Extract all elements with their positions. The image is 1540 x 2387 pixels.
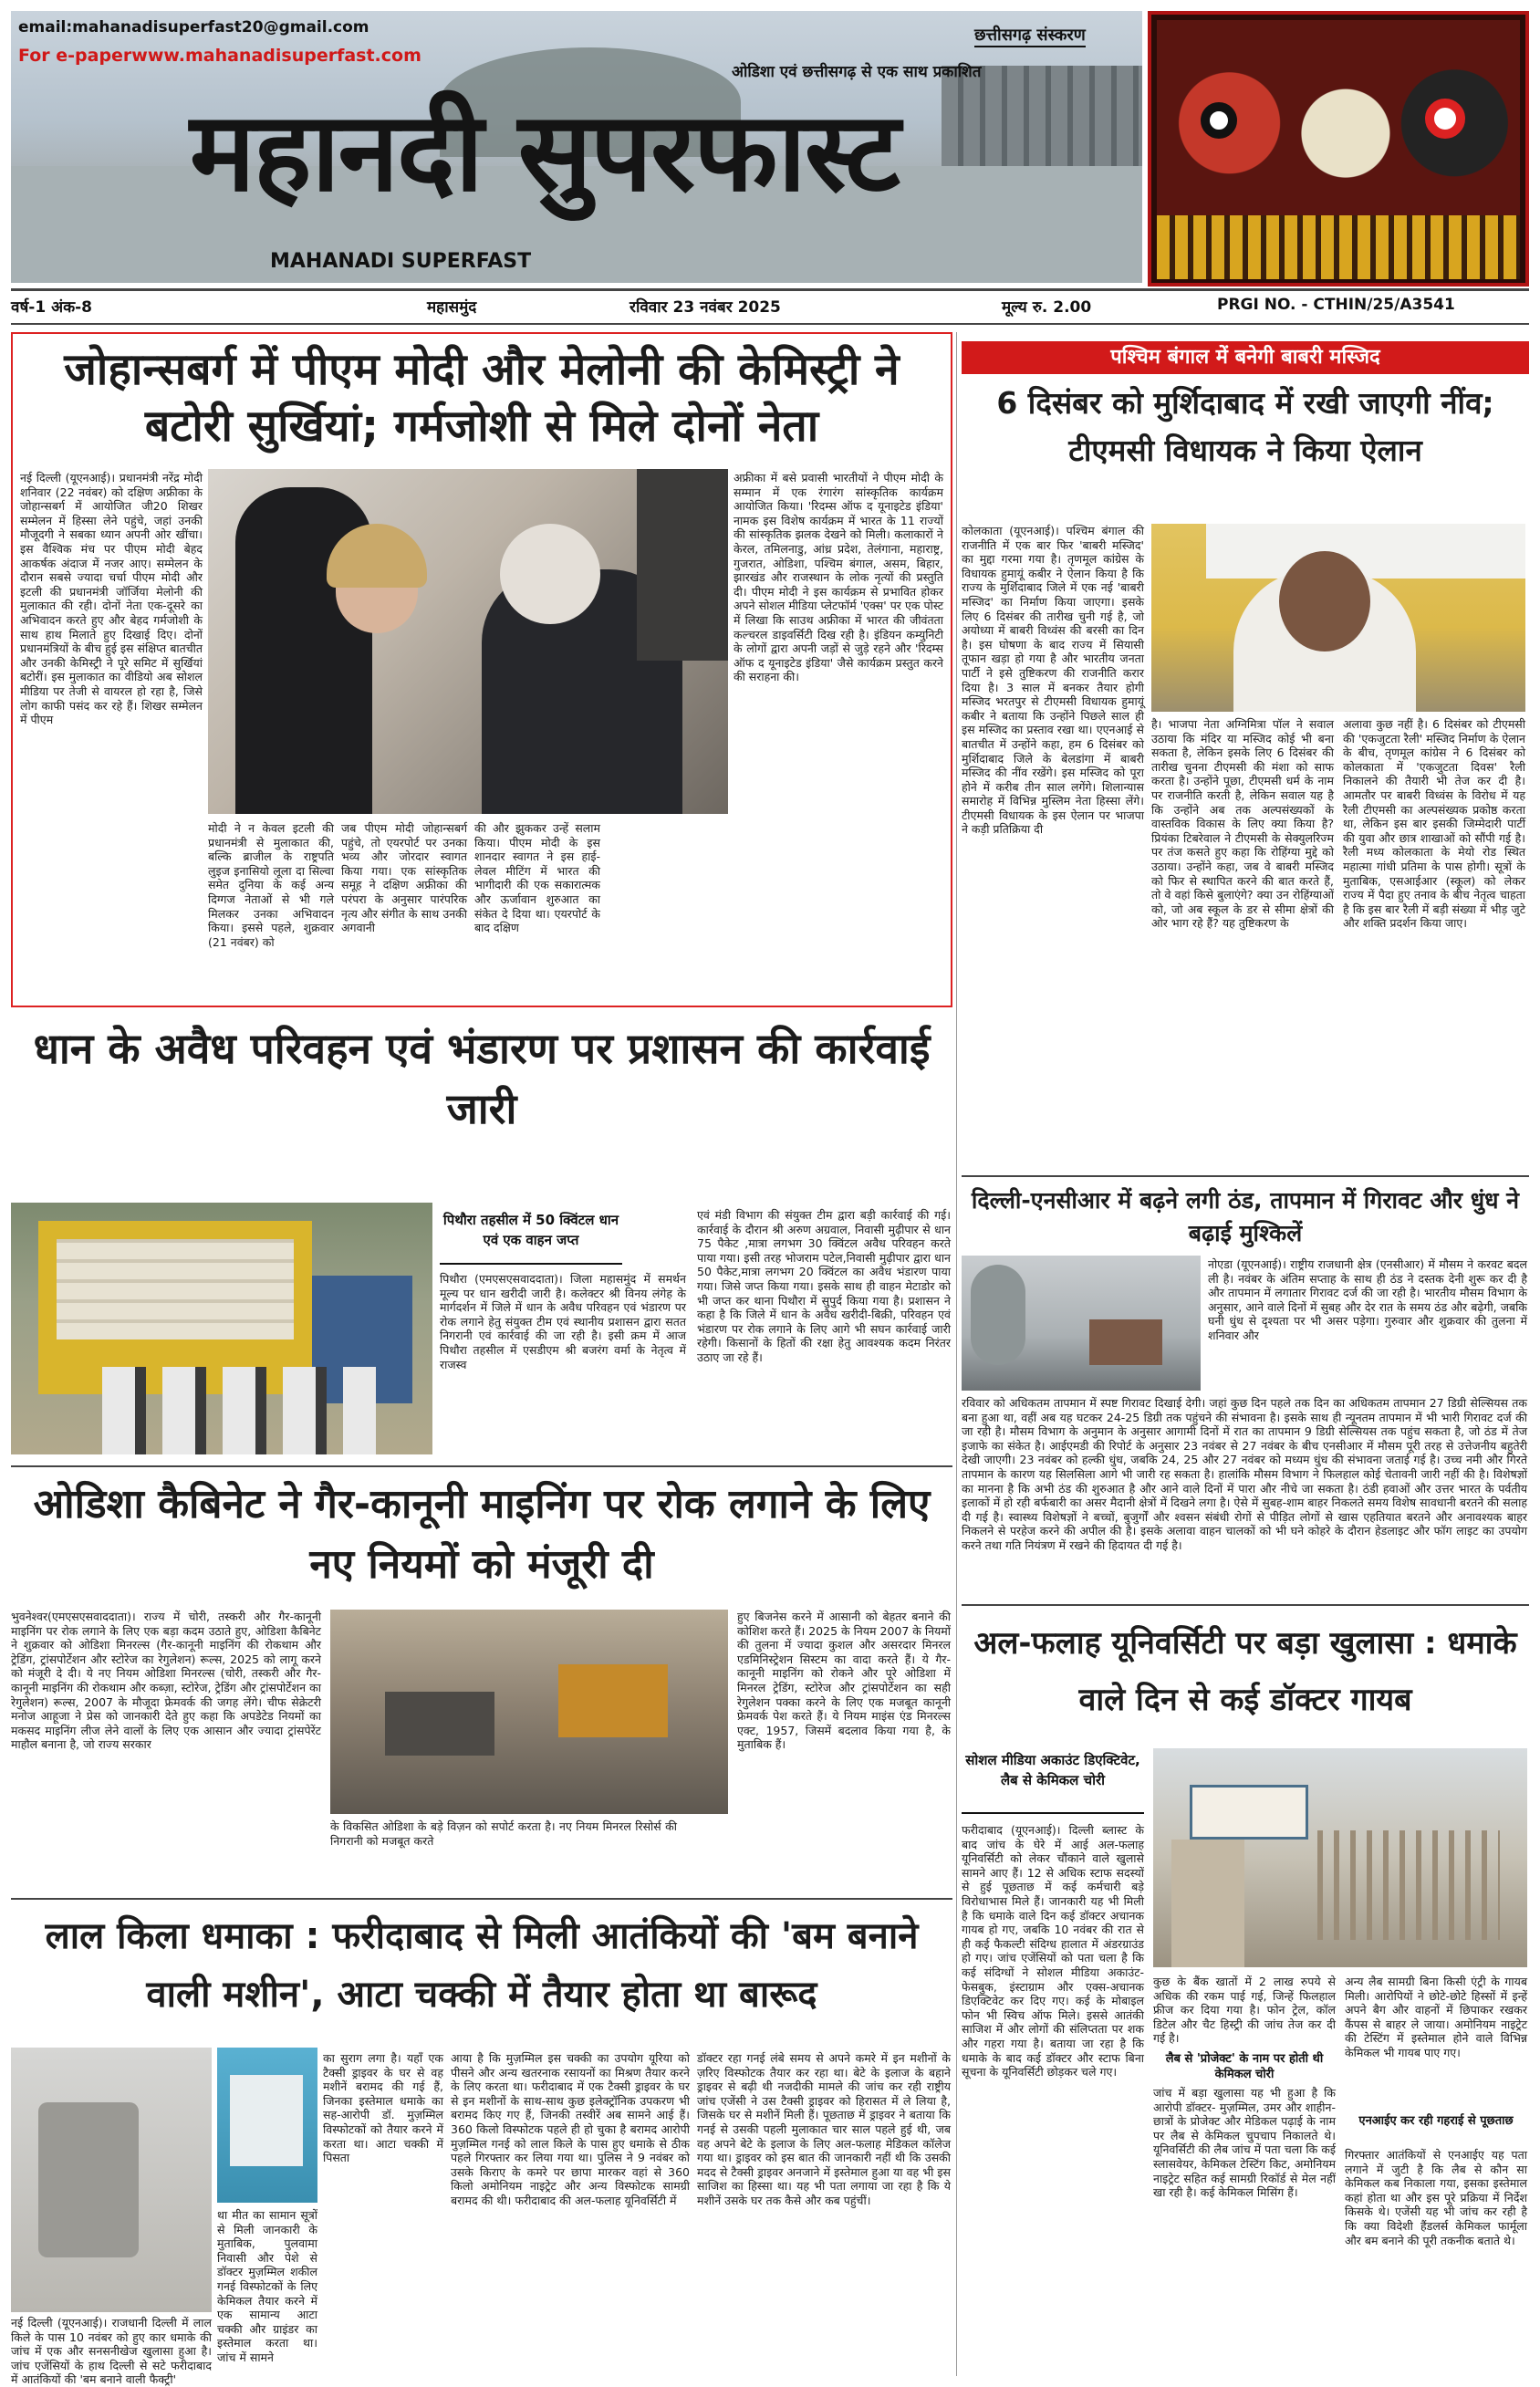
story-odisha-mining — [11, 1473, 952, 1894]
story-column: कुछ के बैंक खातों में 2 लाख रुपये से अधिक की रकम पाई गई, जिन्हें फिलहाल फ्रीज कर दिया गया है। फोन ट्रेल, कॉल डिटेल और चैट हिस्ट्री की जांच तेज कर दी गई है। — [1153, 1975, 1336, 2046]
deity-eye — [1201, 102, 1237, 139]
deity-eye — [1425, 99, 1465, 139]
story-column: अन्य लैब सामग्री बिना किसी एंट्री के गायब मिली। आरोपियों ने छोटे-छोटे हिस्सों में इन्हें अपने बैग और वाहनों में छिपाकर रखकर कैंपस से बाहर ले जाया। अमोनियम नाइट्रेट की टेस्टिंग में इस्तेमाल होने वाले विभिन्न केमिकल भी गायब पाए गए। — [1345, 1975, 1527, 2059]
story-column: एवं मंडी विभाग की संयुक्त टीम द्वारा बड़ी कार्रवाई की गई। कार्रवाई के दौरान श्री अरुण अग्रवाल, निवासी मुढ़ीपार से धान 75 पैकेट ,मात्रा लगभग 30 क्विंटल अवैध परिवहन करते पाया गया। इसी तरह भोजराम पटेल,निवासी मुढ़ीपार द्वारा धान 50 पैकेट,मात्रा लगभग 20 क्विंटल का अवैध भंडारण पाया गया। जिसे जप्त किया गया। इसके साथ ही वाहन मेटाडोर को भी जप्त कर थाना पिथौरा में सुपुर्द किया गया है। प्रशासन ने कहा है कि जिले में धान के अवैध खरीदी-बिक्री, परिवहन एवं भंडारण पर रोक लगाने के लिए आगे भी सघन कार्रवाई जारी रहेगी। किसानों के हितों की रक्षा हेतु आवश्यक कदम निरंतर उठाए जा रहे हैं। — [697, 1208, 951, 1364]
epaper-line: For e-paperwww.mahanadisuperfast.com — [18, 46, 421, 66]
story-column: हुए बिजनेस करने में आसानी को बेहतर बनाने की कोशिश करते हैं। 2025 के नियम 2007 के नियमों की तुलना में ज्यादा कुशल और असरदार मिनरल एडमिनिस्ट्रेशन सिस्टम का वादा करते हैं। ये गैर-कानूनी माइनिंग को रोकने और पूरे ओडिशा में मिनरल ट्रेडिंग, स्टोरेज और ट्रांसपोर्टेशन का सही रेगुलेशन पक्का करने के लिए एक मजबूत कानूनी फ्रेमवर्क पेश करते हैं। ये नियम माइंस एंड मिनरल्स एक्ट, 1957, जिसमें बदलाव किया गया है, के मुताबिक हैं। — [737, 1610, 951, 1752]
story-column: नई दिल्ली (यूएनआई)। प्रधानमंत्री नरेंद्र मोदी शनिवार (22 नवंबर) को दक्षिण अफ्रीका के जोहान्सबर्ग में आयोजित जी20 शिखर सम्मेलन में हिस्सा लेने पहुंचे, जहां उनकी मौजूदगी ने सबका ध्यान अपनी ओर खींचा। इस वैश्विक मंच पर पीएम मोदी बेहद आकर्षक अंदाज में नजर आए। सम्मेलन के दौरान सबसे ज्यादा चर्चा पीएम मोदी और इटली की प्रधानमंत्री जॉर्जिया मेलोनी की मुलाकात की रही। दोनों नेता एक-दूसरे का अभिवादन करते हुए और बेहद गर्मजोशी के साथ हाथ मिलाते हुए दिखाई दिए। दोनों प्रधानमंत्रियों के बीच हुई इस संक्षिप्त बातचीत और उनकी केमिस्ट्री ने पूरे समिट में सुर्खियां बटोरीं। इस मुलाकात का वीडियो अब सोशल मीडिया पर तेजी से वायरल हो रहा है, जिसे लोग काफी पसंद कर रहे हैं। शिखर सम्मेलन में पीएम — [20, 471, 203, 727]
story-column: जांच में बड़ा खुलासा यह भी हुआ है कि आरोपी डॉक्टर- मुज़म्मिल, उमर और शाहीन- छात्रों के प्रोजेक्ट और मेडिकल पढ़ाई के नाम पर लैब से केमिकल चुपचाप निकालते थे। यूनिवर्सिटी की लैब जांच में पता चला कि कई स्लासवेयर, केमिकल टेस्टिंग किट, अमोनियम नाइट्रेट सहित कई सामग्री रिकॉर्ड से मेल नहीं खा रही है। कई केमिकल मिसिंग हैं। — [1153, 2086, 1336, 2200]
dateline-date: रविवार 23 नवंबर 2025 — [630, 298, 781, 317]
newspaper-title-en: MAHANADI SUPERFAST — [270, 250, 532, 273]
mla-photo — [1151, 524, 1525, 712]
newspaper-title: महानदी सुपरफास्ट — [190, 89, 899, 216]
story-column-wide: रविवार को अधिकतम तापमान में स्पष्ट गिरावट दिखाई देगी। जहां कुछ दिन पहले तक दिन का अधिकतम तापमान 27 डिग्री सेल्सियस तक बना हुआ था, वहीं अब यह घटकर 24-25 डिग्री तक पहुंचने की संभावना है। इसके साथ ही न्यूनतम तापमान में भी भारी गिरावट दर्ज की जा रही है। मौसम विभाग के अनुमान के अनुसार आगामी दिनों में रात का तापमान 9 डिग्री सेल्सियस तक पहुंच सकता है, जो ठंड में तेज इजाफे का संकेत है। आईएमडी की रिपोर्ट के अनुसार 23 नवंबर से 27 नवंबर के बीच एनसीआर में मौसम पूरी तरह से उत्तेजनीय बहुतेरी देखी जाएगी। 23 नवंबर को हल्की धुंध, जबकि 24, 25 और 27 नवंबर को मध्यम धुंध की संभावना जताई गई है। उच्च नमी और गिरते तापमान के कारण यह सिलसिला आगे भी जारी रह सकता है। हालांकि मौसम विभाग ने फिलहाल कोई चेतावनी जारी नहीं की है। विशेषज्ञों का मानना है कि अभी ठंड की शुरुआत है और आने वाले दिनों में पारा और नीचे जा सकता है। ठंडी हवाओं और उत्तर भारत के पर्वतीय इलाकों में हो रही बर्फबारी का असर मैदानी क्षेत्रों में दिखने लगा है। ऐसे में सुबह-शाम बाहर निकलते समय विशेष सावधानी बरतने की सलाह दी गई है। स्वास्थ्य विशेषज्ञों ने बच्चों, बुजुर्गों और श्वसन संबंधी रोगों से पीड़ित लोगों से खास एहतियात बरतने और अनावश्यक बाहर निकलने से परहेज करने की अपील की है। इसके अलावा वाहन चालकों को भी घने कोहरे के दौरान हेडलाइट और फॉग लाइट का उपयोग करने तथा गति नियंत्रण में रखने की हिदायत दी गई है। — [962, 1396, 1527, 1552]
box-subhead: एनआईए कर रही गहराई से पूछताछ — [1358, 2114, 1514, 2128]
fog-bus — [1089, 1319, 1162, 1365]
section-divider — [11, 1465, 952, 1467]
story-paddy-action — [11, 1015, 952, 1460]
story-babri-masjid — [962, 332, 1529, 1172]
story-column: आया है कि मुज़म्मिल इस चक्की का उपयोग यूरिया को पीसने और अन्य खतरनाक रसायनों का मिश्रण तैयार करने के लिए करता था। फरीदाबाद में एक टैक्सी ड्राइवर के घर से इन मशीनों के साथ-साथ कुछ इलेक्ट्रॉनिक उपकरण भी बरामद किए गए हैं, जिनकी तस्वीरें अब सामने आई हैं। 360 किलो विस्फोटक पहले ही हो चुका है बरामद आरोपी मुज़म्मिल गनई को लाल किले के पास हुए धमाके से ठीक पहले गिरफ्तार कर लिया गया था। पुलिस ने 9 नवंबर को उसके किराए के कमरे पर छापा मारकर वहां से 360 किलो अमोनियम नाइट्रेट और अन्य विस्फोटक सामग्री बरामद की थी। फरीदाबाद की अल-फलाह यूनिवर्सिटी में — [451, 2051, 690, 2207]
mla-photo-head — [1279, 551, 1370, 651]
infobar — [11, 294, 1529, 319]
modi-meloni-photo — [208, 469, 728, 814]
volume-issue: वर्ष-1 अंक-8 — [11, 298, 93, 317]
headline: दिल्ली-एनसीआर में बढ़ने लगी ठंड, तापमान में गिरावट और धुंध ने बढ़ाई मुश्किलें — [971, 1187, 1520, 1246]
price: मूल्य रु. 2.00 — [1002, 298, 1092, 317]
story-column: का सुराग लगा है। यहाँ एक टैक्सी ड्राइवर के घर से वह मशीनें बरामद की गई हैं, जिनका इस्तेमाल धमाके का सह-आरोपी डॉ. मुज़म्मिल विस्फोटकों को तैयार करने में करता था। आटा चक्की में पिसता — [323, 2051, 443, 2165]
story-column: है। भाजपा नेता अग्निमित्रा पॉल ने सवाल उठाया कि मंदिर या मस्जिद कोई भी बना सकता है, लेकिन इसके लिए 6 दिसंबर की तारीख चुनना टीएमसी की मंशा को साफ करता है। उन्होंने पूछा, टीएमसी धर्म के नाम पर राजनीति करती है, लेकिन सवाल यह है कि उन्होंने अब तक अल्पसंख्यकों के वास्तविक विकास के लिए क्या किया है? प्रियंका टिबरेवाल ने टीएमसी के सेक्युलरिज्म पर तंज कसते हुए कहा कि रोहिंग्या मुद्दे को उठाया। उन्होंने कहा, जब वे बाबरी मस्जिद को फिर से स्थापित करने की बात करते हैं, तो वे वहां किसे बुलाएंगे? क्या उन रोहिंग्याओं को, जो अब स्कूल के डर से सीमा क्षेत्रों की ओर भाग रहे हैं? यह तुष्टिकरण के — [1151, 717, 1334, 931]
prgi-number: PRGI NO. - CTHIN/25/A3541 — [1217, 296, 1455, 314]
section-divider — [962, 1604, 1529, 1606]
story-column: गिरफ्तार आतंकियों से एनआईए यह पता लगाने में जुटी है कि लैब से कौन सा केमिकल कब निकाला गया, इसका इस्तेमाल कहां होता था और इस पूरे प्रक्रिया में निर्देश किसके थे। एजेंसी यह भी जांच कर रही है कि क्या विदेशी हैंडलर्स केमिकल फार्मूला और बम बनाने की पूरी तकनीक बताते थे। — [1345, 2148, 1527, 2247]
edition-label: छत्तीसगढ़ संस्करण — [974, 24, 1086, 47]
headline: लाल किला धमाका : फरीदाबाद से मिली आतंकियों की 'बम बनाने वाली मशीन', आटा चक्की में तैयार होता था बारूद — [45, 1915, 919, 2016]
gate-bars — [1317, 1830, 1500, 1940]
story-column: मोदी ने न केवल इटली की प्रधानमंत्री से मुलाकात की, बल्कि ब्राजील के राष्ट्रपति लुइज इनासियो लूला दा सिल्वा समेत दुनिया के कई अन्य दिग्गज नेताओं से भी गले मिलकर उनका अभिवादन किया। इससे पहले, शुक्रवार (21 नवंबर) को — [208, 821, 334, 949]
subhead-box: सोशल मीडिया अकाउंट डिएक्टिवेट, लैब से केमिकल चोरी — [962, 1750, 1144, 1814]
infobar-top-rule — [11, 288, 1529, 291]
email-line: email:mahanadisuperfast20@gmail.com — [18, 18, 369, 36]
story-column: था मीत का सामान सूत्रों से मिली जानकारी के मुताबिक, पुलवामा निवासी और पेशे से डॉक्टर मुज़म्मिल शकील गनई विस्फोटकों के लिए केमिकल तैयार करने में एक सामान्य आटा चक्की और ग्राइंडर का इस्तेमाल करता था। जांच में सामने — [217, 2208, 317, 2364]
story-red-fort-blast — [11, 1905, 952, 2387]
subhead-box: पिथौरा तहसील में 50 क्विंटल धान एवं एक वाहन जप्त — [440, 1204, 622, 1265]
paddy-truck-photo — [11, 1203, 432, 1454]
story-column: कोलकाता (यूएनआई)। पश्चिम बंगाल की राजनीति में एक बार फिर 'बाबरी मस्जिद' का मुद्दा गरमा गया है। तृणमूल कांग्रेस के विधायक हुमायूं कबीर ने ऐलान किया है कि राज्य के मुर्शिदाबाद जिले में एक नई 'बाबरी मस्जिद' का निर्माण किया जाएगा। इसके लिए 6 दिसंबर की तारीख चुनी गई है, जो अयोध्या में बाबरी विध्वंस की बरसी का दिन है। इस घोषणा के बाद राज्य में सियासी तूफान खड़ा हो गया है और भारतीय जनता पार्टी ने इसे तुष्टिकरण की राजनीति करार दिया है। 3 साल में बनकर तैयार होगी मस्जिद भरतपुर से टीएमसी विधायक हुमायूं कबीर ने बताया कि उन्होंने पिछले साल ही इस मस्जिद का प्रस्ताव रखा था। एएनआई से बातचीत में उन्होंने कहा, हम 6 दिसंबर को मुर्शिदाबाद जिले के बेलडांगा में बाबरी मस्जिद की नींव रखेंगे। इस मस्जिद को पूरा होने में करीब तीन साल लगेंगे। शिलान्यास समारोह में विभिन्न मुस्लिम नेता हिस्सा लेंगे। टीएमसी विधायक के इस ऐलान पर भाजपा ने कड़ी प्रतिक्रिया दी — [962, 524, 1144, 837]
story-column: अफ्रीका में बसे प्रवासी भारतीयों ने पीएम मोदी के सम्मान में एक रंगारंग सांस्कृतिक कार्यक्रम आयोजित किया। 'रिदम्स ऑफ द यूनाइटेड इंडिया' नामक इस विशेष कार्यक्रम में भारत के 11 राज्यों की सांस्कृतिक झलक देखने को मिली। कलाकारों ने केरल, तमिलनाडु, आंध्र प्रदेश, तेलंगाना, महाराष्ट्र, गुजरात, ओडिशा, पश्चिम बंगाल, असम, बिहार, झारखंड और राजस्थान के लोक नृत्यों की प्रस्तुति दी। पीएम मोदी ने इस कार्यक्रम से प्रभावित होकर अपने सोशल मीडिया प्लेटफॉर्म 'एक्स' पर एक पोस्ट में लिखा कि साउथ अफ्रीका में भारत की जीवंतता कल्चरल डाइवर्सिटी दिख रही है। इंडियन कम्युनिटी के लोगों द्वारा अपनी जड़ों से जुड़े रहने और 'रिदम्स ऑफ द यूनाइटेड इंडिया' जैसे कार्यक्रम प्रस्तुत करने की सराहना की। — [734, 471, 943, 684]
column-rule — [956, 332, 957, 2376]
story-modi-meloni — [11, 332, 952, 1007]
grinder-machine-photo-2 — [217, 2048, 317, 2203]
mla-photo-banner — [1206, 524, 1525, 579]
infobar-bottom-rule — [11, 323, 1529, 325]
story-column: पिथौरा (एमएसएसवाददाता)। जिला महासमुंद में समर्थन मूल्य पर धान खरीदी जारी है। कलेक्टर श्री विनय लंगेह के मार्गदर्शन में जिले में धान के अवैध परिवहन एवं भंडारण पर रोक लगाने हेतु संयुक्त टीम एवं स्थानीय प्रशासन द्वारा सतत निगरानी एवं कार्रवाई की जा रही है। इसी क्रम में आज पिथौरा तहसील में एसडीएम श्री बजरंग वर्मा के नेतृत्व में राजस्व — [440, 1272, 686, 1371]
truck-load — [57, 1239, 294, 1339]
headline: अल-फलाह यूनिवर्सिटी पर बड़ा खुलासा : धमाके वाले दिन से कई डॉक्टर गायब — [973, 1625, 1517, 1718]
story-al-falah — [962, 1611, 1529, 2378]
masthead-deity-image — [1148, 11, 1529, 287]
story-column: नई दिल्ली (यूएनआई)। राजधानी दिल्ली में लाल किले के पास 10 नवंबर को हुए कार धमाके की जांच में एक और सनसनीखेज खुलासा हुआ है। जांच एजेंसियों के हाथ दिल्ली से सटे फरीदाबाद में आतंकियों की 'बम बनाने वाली फैक्ट्री' — [11, 2316, 212, 2387]
story-delhi-cold — [962, 1181, 1529, 1599]
story-column: डॉक्टर रहा गनई लंबे समय से अपने कमरे में इन मशीनों के ज़रिए विस्फोटक तैयार कर रहा था। बेटे के इलाज के बहाने ड्राइवर से बढ़ी थी नजदीकी मामले की जांच कर रही राष्ट्रीय जांच एजेंसी ने उस टैक्सी ड्राइवर को हिरासत में ले लिया है, जिसके घर से मशीनें मिली हैं। पूछताछ में ड्राइवर ने बताया कि गनई से उसकी पहली मुलाकात चार साल पहले हुई थी, जब वह अपने बेटे के इलाज के लिए अल-फलाह मेडिकल कॉलेज गया था। ड्राइवर को इस बात की जानकारी नहीं थी कि उसकी मदद से टैक्सी ड्राइवर अनजाने में इस्तेमाल हुआ या वह भी इस साजिश का हिस्सा था। यह भी पता लगाया जा रहा है कि ये मशीनें उसके घर तक कैसे और कब पहुंचीं। — [697, 2051, 951, 2207]
story-column: नोएडा (यूएनआई)। राष्ट्रीय राजधानी क्षेत्र (एनसीआर) में मौसम ने करवट बदल ली है। नवंबर के अंतिम सप्ताह के साथ ही ठंड ने दस्तक देनी शुरू कर दी है और तापमान में लगातार गिरावट दर्ज की जा रही है। भारतीय मौसम विभाग के अनुसार, आने वाले दिनों में सुबह और देर रात के समय ठंड और बढ़ेगी, जबकि घनी धुंध से दृश्यता पर भी असर पड़ेगा। गुरुवार और शुक्रवार की तुलना में शनिवार और — [1208, 1257, 1527, 1342]
headline: जोहान्सबर्ग में पीएम मोदी और मेलोनी की केमिस्ट्री ने बटोरी सुर्खियां; गर्मजोशी से मिले दोनों नेता — [64, 344, 900, 452]
deity-base — [1157, 215, 1520, 279]
photo-figure-head-right — [500, 524, 600, 624]
dateline-city: महासमुंद — [427, 298, 477, 317]
story-column: फरीदाबाद (यूएनआई)। दिल्ली ब्लास्ट के बाद जांच के घेरे में आई अल-फलाह यूनिवर्सिटी को लेकर चौंकाने वाले खुलासे सामने आए हैं। 12 से अधिक स्टाफ सदस्यों से हुई पूछताछ में कई कर्मचारी बड़े विरोधाभास मिले हैं। जानकारी यह भी मिली है कि धमाके वाले दिन कई डॉक्टर अचानक गायब हो गए, जबकि 10 नवंबर की रात से ही कई फैकल्टी संदिग्ध हालात में अंडरग्राउंड हो गए। जांच एजेंसियों को पता चला है कि कई संदिग्धों ने सोशल मीडिया अकाउंट-फेसबुक, इंस्टाग्राम और एक्स-अचानक डिएक्टिवेट कर दिए गए। कई के मोबाइल फोन भी स्विच ऑफ मिले। इससे आतंकी साजिश में और लोगों की संलिप्तता पर शक और गहरा गया है। बताया जा रहा है कि धमाके के बाद कई डॉक्टर और स्टाफ बिना सूचना के यूनिवर्सिटी छोड़कर चले गए। — [962, 1823, 1144, 2080]
headline: 6 दिसंबर को मुर्शिदाबाद में रखी जाएगी नींव; टीएमसी विधायक ने किया ऐलान — [996, 385, 1494, 468]
university-gate-photo — [1153, 1748, 1527, 1967]
photo-caption: के विकसित ओडिशा के बड़े विज़न को सपोर्ट करता है। नए नियम मिनरल रिसोर्स की निगरानी को मजबूत करते — [330, 1819, 677, 1848]
masthead — [11, 11, 1142, 283]
story-column: अलावा कुछ नहीं है। 6 दिसंबर को टीएमसी की 'एकजुटता रैली' मस्जिद निर्माण के ऐलान के बीच, तृणमूल कांग्रेस ने 6 दिसंबर को कोलकाता में 'एकजुटता दिवस' रैली निकालने की तैयारी भी तेज कर दी है। आमतौर पर बाबरी विध्वंस के विरोध में यह रैली टीएमसी का अल्पसंख्यक प्रकोष्ठ करता था, लेकिन इस बार इसकी जिम्मेदारी पार्टी की युवा और छात्र शाखाओं को सौंपी गई है। रैली मध्य कोलकाता के मेयो रोड स्थित महात्मा गांधी प्रतिमा के पास होगी। सूत्रों के मुताबिक, एसआईआर (स्कूल) को लेकर राज्य में पैदा हुए तनाव के बीच नेतृत्व चाहता है कि इस बार रैली में बड़ी संख्या में भीड़ जुटे और शक्ति प्रदर्शन किया जाए। — [1343, 717, 1525, 931]
fog-tree — [971, 1265, 1025, 1365]
headline: ओडिशा कैबिनेट ने गैर-कानूनी माइनिंग पर रोक लगाने के लिए नए नियमों को मंजूरी दी — [33, 1481, 931, 1588]
mine-truck — [385, 1692, 494, 1756]
headline: धान के अवैध परिवहन एवं भंडारण पर प्रशासन की कार्रवाई जारी — [33, 1024, 931, 1133]
section-divider — [11, 1898, 952, 1900]
kicker-band: पश्चिम बंगाल में बनेगी बाबरी मस्जिद — [962, 341, 1529, 374]
photo-figure-bg — [637, 469, 728, 661]
gate-signboard — [1190, 1785, 1308, 1840]
story-column: जब पीएम मोदी जोहान्सबर्ग पहुंचे, तो एयरपोर्ट पर उनका भव्य और जोरदार स्वागत किया गया। एक सांस्कृतिक समूह ने दक्षिण अफ्रीका की परंपरा के अनुसार पारंपरिक नृत्य और संगीत के साथ उनकी अगवानी — [341, 821, 467, 935]
gate-pillar — [1171, 1840, 1244, 1967]
box-subhead: लैब से 'प्रोजेक्ट' के नाम पर होती थी केमिकल चोरी — [1165, 2052, 1324, 2081]
tagline: ओडिशा एवं छत्तीसगढ़ से एक साथ प्रकाशित — [732, 63, 982, 81]
section-divider — [962, 1175, 1529, 1177]
mine-excavator — [558, 1664, 668, 1737]
machine-panel — [230, 2075, 303, 2166]
grinder-machine-photo — [11, 2048, 212, 2312]
story-column: भुवनेश्वर(एमएसएसवाददाता)। राज्य में चोरी, तस्करी और गैर-कानूनी माइनिंग पर रोक लगाने के लिए एक बड़ा कदम उठाते हुए, ओडिशा कैबिनेट ने शुक्रवार को ओडिशा मिनरल्स (गैर-कानूनी माइनिंग की रोकथाम और ट्रेडिंग, ट्रांसपोर्टेशन और स्टोरेज का रेगुलेशन) रूल्स, 2025 को लागू करने को मंजूरी दे दी। ये नए नियम ओडिशा मिनरल्स (चोरी, तस्करी और गैर-कानूनी माइनिंग की रोकथाम और कब्ज़ा, स्टोरेज, ट्रेडिंग और ट्रांसपोर्टेशन का रेगुलेशन) रूल्स, 2007 के मौजूदा फ्रेमवर्क की जगह लेंगे। चीफ सेक्रेटरी मनोज आहूजा ने प्रेस को जानकारी देते हुए कहा कि अपडेटेड नियमों का मकसद माइनिंग लीज लेने वालों के लिए एक आसान और ज्यादा ट्रांसपेरेंट माहौल बनाना है, जो राज्य सरकार — [11, 1610, 321, 1752]
people-group — [102, 1367, 376, 1454]
story-column: की और झुककर उन्हें सलाम किया। पीएम मोदी के इस शानदार स्वागत ने इस हाई-लेवल मीटिंग में भारत की भागीदारी की एक सकारात्मक और ऊर्जावान शुरुआत का संकेत दे दिया था। एयरपोर्ट के बाद दक्षिण — [474, 821, 600, 935]
mining-site-photo — [330, 1610, 728, 1814]
grinder-body — [38, 2102, 139, 2257]
fog-road-photo — [962, 1256, 1201, 1391]
